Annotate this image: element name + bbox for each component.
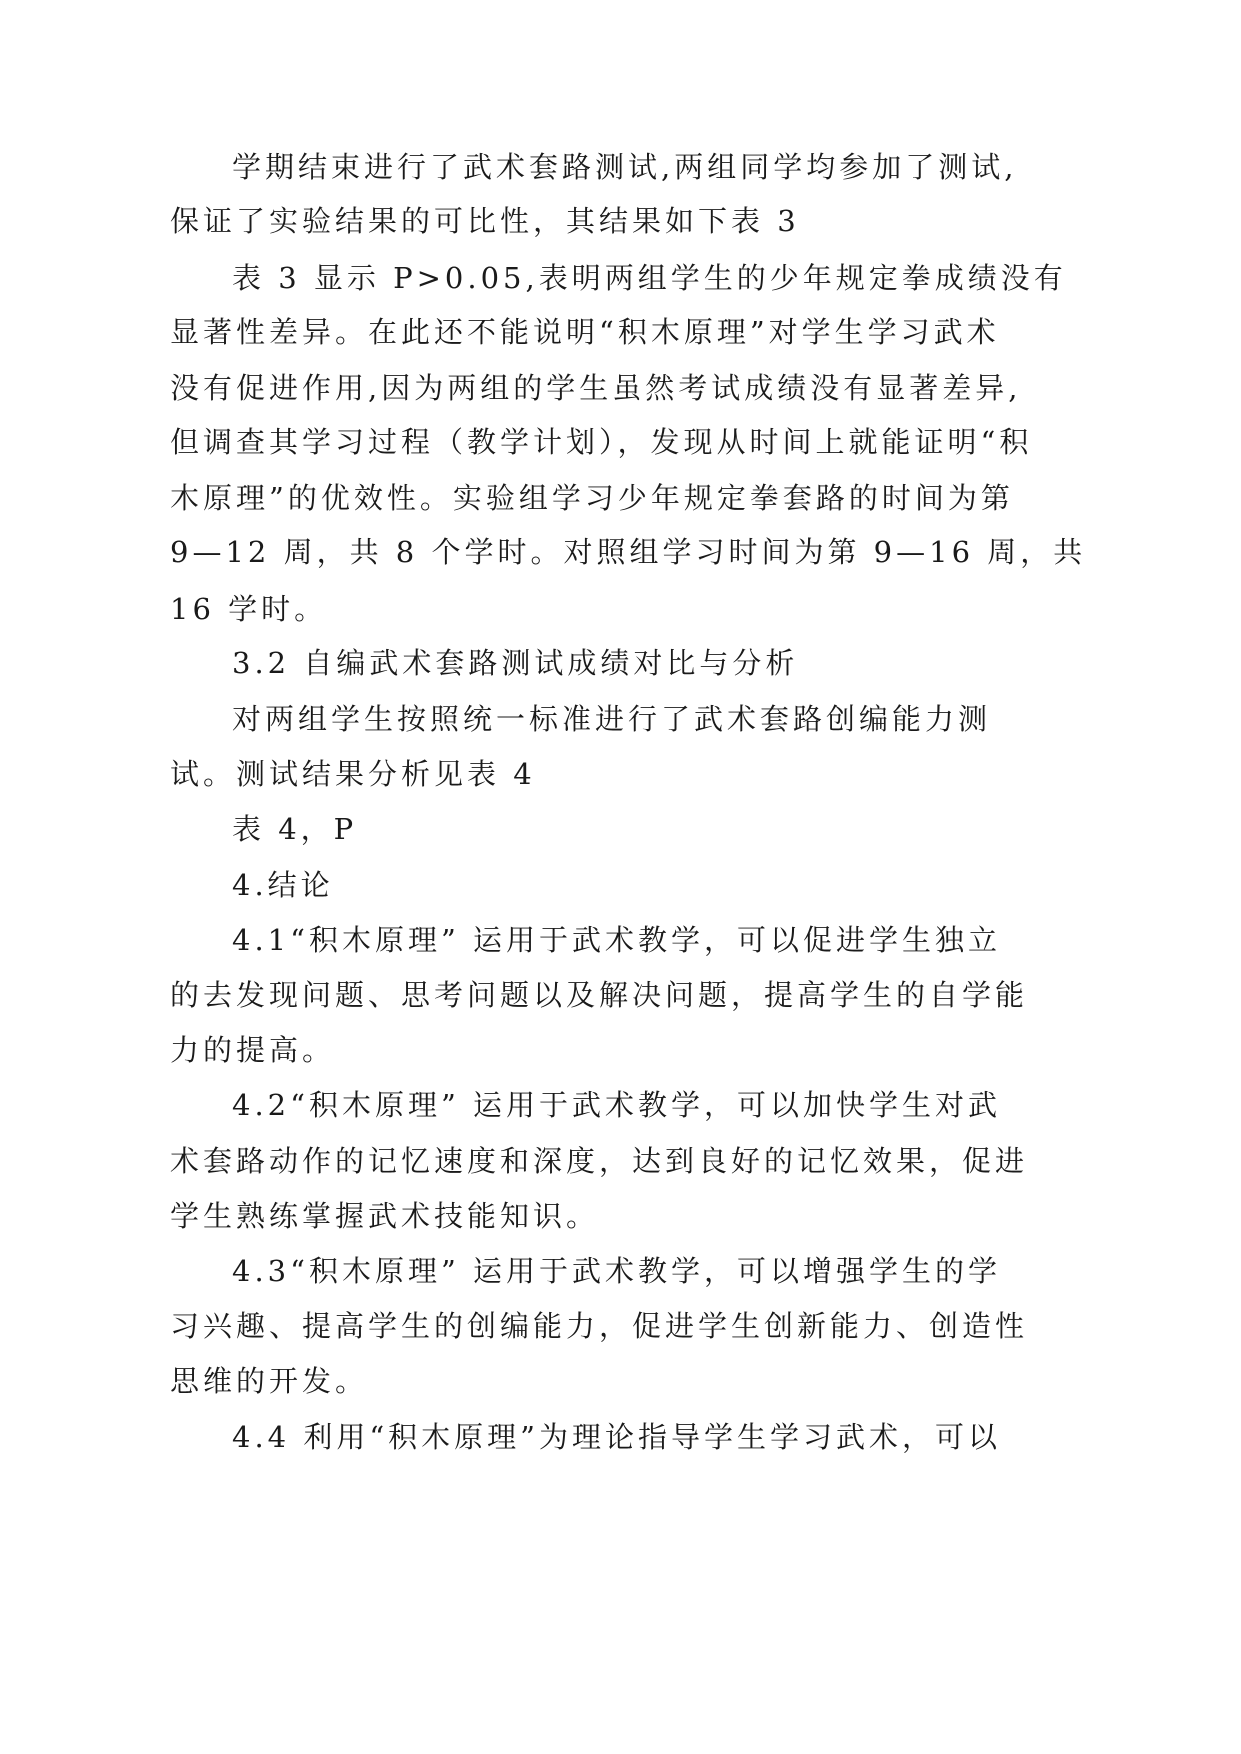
text-line: 保证了实验结果的可比性，其结果如下表 3 xyxy=(170,204,800,238)
text-line: 试。测试结果分析见表 4 xyxy=(170,757,536,791)
section-heading: 4.结论 xyxy=(232,868,334,902)
text-line: 术套路动作的记忆速度和深度，达到良好的记忆效果，促进 xyxy=(170,1144,1029,1178)
text-line: 16 学时。 xyxy=(170,592,328,626)
text-line: 但调查其学习过程（教学计划），发现从时间上就能证明“积 xyxy=(170,425,1033,459)
text-line: 4.1“积木原理” 运用于武术教学，可以促进学生独立 xyxy=(232,923,1001,957)
text-line: 对两组学生按照统一标准进行了武术套路创编能力测 xyxy=(232,702,992,736)
text-line: 表 3 显示 P>0.05,表明两组学生的少年规定拳成绩没有 xyxy=(232,261,1067,295)
text-line: 习兴趣、提高学生的创编能力，促进学生创新能力、创造性 xyxy=(170,1309,1029,1343)
text-line: 显著性差异。在此还不能说明“积木原理”对学生学习武术 xyxy=(170,315,1000,349)
text-line: 木原理”的优效性。实验组学习少年规定拳套路的时间为第 xyxy=(170,481,1014,515)
text-line: 力的提高。 xyxy=(170,1033,336,1067)
text-line: 思维的开发。 xyxy=(170,1364,369,1398)
text-line: 的去发现问题、思考问题以及解决问题，提高学生的自学能 xyxy=(170,978,1029,1012)
text-line: 没有促进作用,因为两组的学生虽然考试成绩没有显著差异, xyxy=(170,371,1022,405)
text-line: 4.2“积木原理” 运用于武术教学，可以加快学生对武 xyxy=(232,1088,1001,1122)
text-line: 9—12 周，共 8 个学时。对照组学习时间为第 9—16 周，共 xyxy=(170,535,1087,569)
text-line: 4.4 利用“积木原理”为理论指导学生学习武术，可以 xyxy=(232,1420,1001,1454)
text-line: 4.3“积木原理” 运用于武术教学，可以增强学生的学 xyxy=(232,1254,1001,1288)
table-reference: 表 4，P xyxy=(232,812,358,846)
text-line: 学期结束进行了武术套路测试,两组同学均参加了测试, xyxy=(232,150,1018,184)
section-heading: 3.2 自编武术套路测试成绩对比与分析 xyxy=(232,646,799,680)
text-line: 学生熟练掌握武术技能知识。 xyxy=(170,1199,600,1233)
